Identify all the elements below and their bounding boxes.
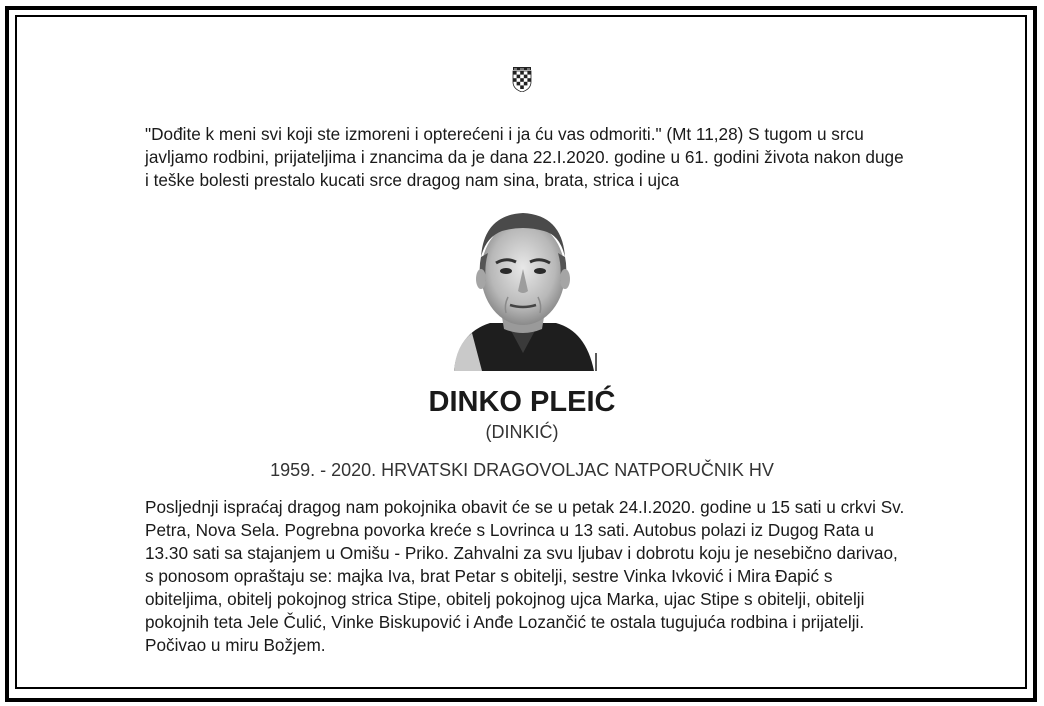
deceased-name: DINKO PLEIĆ — [428, 386, 616, 418]
funeral-details-paragraph: Posljednji ispraćaj dragog nam pokojnika obavit će se u petak 24.I.2020. godine u 15 sati u crkvi Sv. Petra, Nova Sela. Pogrebna povorka kreće s Lovrinca u 13 sati. Autobus polazi iz Dugog Rata u 13.30 sati sa stajanjem u Omišu - Priko. Zahvalni za svu ljubav i dobrotu koju je nesebično darivao, s ponosom opraštaju se: majka Iva, brat Petar s obitelji, sestre Vinka Ivković i Mira Đapić s obiteljima, obitelj pokojnog strica Stipe, obitelj pokojnog ujca Marka, ujac Stipe s obitelji, obitelji pokojnih teta Jele Čulić, Vinke Biskupović i Anđe Lozančić te ostala tugujuća rodbina i prijatelji. Počivao u miru Božjem. — [145, 497, 905, 655]
deceased-nickname: (DINKIĆ) — [485, 422, 559, 442]
croatian-coat-of-arms-icon — [512, 67, 532, 92]
dates-and-title: 1959. - 2020. HRVATSKI DRAGOVOLJAC NATPORUČNIK HV — [270, 460, 774, 480]
intro-paragraph: "Dođite k meni svi koji ste izmoreni i opterećeni i ja ću vas odmoriti." (Mt 11,28) S tugom u srcu javljamo rodbini, prijateljima i znancima da je dana 22.I.2020. godine u 61. godini života nakon duge i teške bolesti prestalo kucati srce dragog nam sina, brata, strica i ujca — [145, 124, 904, 190]
deceased-portrait — [448, 205, 598, 371]
